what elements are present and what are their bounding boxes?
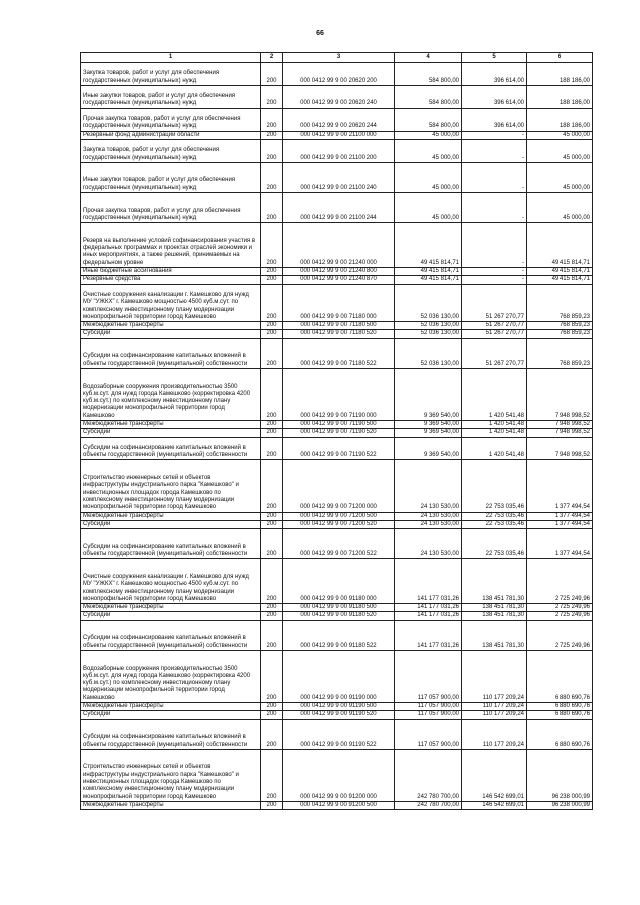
executed-amount-cell: 110 177 209,24: [462, 711, 527, 719]
unexecuted-amount-cell: 96 238 000,99: [527, 749, 593, 801]
table-row: [81, 421, 593, 429]
row-kbk-cell: 000 0412 99 9 00 91190 522: [283, 719, 395, 749]
table-row: [81, 529, 593, 559]
executed-amount-cell: 22 753 035,46: [462, 520, 527, 528]
row-name-cell: Очистные сооружения канализации г. Камешково для нужд МУ "УЖКХ" г. Камешково мощностью 4500 куб.м.сут. по комплексному инвестиционному плану модернизации монопрофильной территории город Камешково: [81, 284, 261, 322]
approved-amount-cell: 117 057 900,00: [395, 711, 462, 719]
budget-execution-table: [80, 52, 593, 810]
row-kbk-cell: 000 0412 99 9 00 21240 800: [283, 268, 395, 276]
unexecuted-amount-cell: 6 880 690,76: [527, 703, 593, 711]
approved-amount-cell: 52 036 130,00: [395, 338, 462, 368]
unexecuted-amount-cell: 49 415 814,71: [527, 268, 593, 276]
executed-amount-cell: 1 420 541,48: [462, 421, 527, 429]
row-kbk-cell: 000 0412 99 9 00 71180 522: [283, 338, 395, 368]
executed-amount-cell: 110 177 209,24: [462, 650, 527, 702]
row-name-cell: Субсидии на софинансирование капитальных вложений в объекты государственной (муниципальной) собственности: [81, 620, 261, 650]
table-row: [81, 276, 593, 284]
row-name-cell: Субсидии на софинансирование капитальных вложений в объекты государственной (муниципальной) собственности: [81, 719, 261, 749]
executed-amount-cell: -: [462, 276, 527, 284]
table-row: [81, 284, 593, 322]
row-code-cell: 200: [261, 223, 283, 268]
row-code-cell: 200: [261, 520, 283, 528]
row-code-cell: 200: [261, 429, 283, 437]
row-code-cell: 200: [261, 139, 283, 162]
approved-amount-cell: 49 415 814,71: [395, 268, 462, 276]
row-kbk-cell: 000 0412 99 9 00 20620 200: [283, 63, 395, 86]
row-kbk-cell: 000 0412 99 9 00 71190 000: [283, 368, 395, 420]
column-header: 2: [261, 53, 283, 63]
row-name-cell: Иные закупки товаров, работ и услуг для обеспечения государственных (муниципальных) нужд: [81, 162, 261, 192]
approved-amount-cell: 24 130 530,00: [395, 520, 462, 528]
unexecuted-amount-cell: 1 377 494,54: [527, 529, 593, 559]
row-name-cell: Межбюджетные трансферты: [81, 421, 261, 429]
table-header-row: [81, 53, 593, 63]
row-kbk-cell: 000 0412 99 9 00 71200 522: [283, 529, 395, 559]
unexecuted-amount-cell: 7 948 998,52: [527, 429, 593, 437]
approved-amount-cell: 242 780 700,00: [395, 801, 462, 809]
unexecuted-amount-cell: 2 725 249,96: [527, 620, 593, 650]
unexecuted-amount-cell: 1 377 494,54: [527, 520, 593, 528]
approved-amount-cell: 52 036 130,00: [395, 322, 462, 330]
approved-amount-cell: 141 177 031,26: [395, 604, 462, 612]
row-name-cell: Закупка товаров, работ и услуг для обеспечения государственных (муниципальных) нужд: [81, 139, 261, 162]
row-kbk-cell: 000 0412 99 9 00 71180 520: [283, 330, 395, 338]
row-kbk-cell: 000 0412 99 9 00 21100 200: [283, 139, 395, 162]
row-kbk-cell: 000 0412 99 9 00 20620 240: [283, 85, 395, 108]
executed-amount-cell: 138 451 781,30: [462, 620, 527, 650]
approved-amount-cell: 141 177 031,26: [395, 620, 462, 650]
table-row: [81, 437, 593, 460]
row-kbk-cell: 000 0412 99 9 00 21100 000: [283, 131, 395, 139]
table-row: [81, 330, 593, 338]
table-row: [81, 620, 593, 650]
row-kbk-cell: 000 0412 99 9 00 21240 870: [283, 276, 395, 284]
executed-amount-cell: 146 542 699,01: [462, 801, 527, 809]
row-code-cell: 200: [261, 437, 283, 460]
approved-amount-cell: 242 780 700,00: [395, 749, 462, 801]
row-code-cell: 200: [261, 620, 283, 650]
approved-amount-cell: 24 130 530,00: [395, 529, 462, 559]
approved-amount-cell: 24 130 530,00: [395, 460, 462, 512]
row-kbk-cell: 000 0412 99 9 00 91190 520: [283, 711, 395, 719]
unexecuted-amount-cell: 6 880 690,76: [527, 650, 593, 702]
executed-amount-cell: 51 267 270,77: [462, 330, 527, 338]
row-kbk-cell: 000 0412 99 9 00 71180 000: [283, 284, 395, 322]
table-row: [81, 520, 593, 528]
table-row: [81, 512, 593, 520]
row-code-cell: 200: [261, 421, 283, 429]
unexecuted-amount-cell: 45 000,00: [527, 162, 593, 192]
row-name-cell: Субсидии: [81, 429, 261, 437]
table-row: [81, 193, 593, 223]
approved-amount-cell: 45 000,00: [395, 131, 462, 139]
approved-amount-cell: 584 800,00: [395, 63, 462, 86]
row-name-cell: Субсидии: [81, 612, 261, 620]
approved-amount-cell: 9 369 540,00: [395, 421, 462, 429]
table-row: [81, 719, 593, 749]
approved-amount-cell: 141 177 031,26: [395, 612, 462, 620]
unexecuted-amount-cell: 188 186,00: [527, 85, 593, 108]
column-header: 5: [462, 53, 527, 63]
approved-amount-cell: 45 000,00: [395, 139, 462, 162]
row-code-cell: 200: [261, 604, 283, 612]
column-header: 3: [283, 53, 395, 63]
table-row: [81, 801, 593, 809]
executed-amount-cell: -: [462, 162, 527, 192]
column-header: 1: [81, 53, 261, 63]
row-name-cell: Субсидии на софинансирование капитальных вложений в объекты государственной (муниципальной) собственности: [81, 529, 261, 559]
row-kbk-cell: 000 0412 99 9 00 71190 522: [283, 437, 395, 460]
executed-amount-cell: 146 542 699,01: [462, 749, 527, 801]
unexecuted-amount-cell: 49 415 814,71: [527, 276, 593, 284]
executed-amount-cell: 22 753 035,46: [462, 529, 527, 559]
row-code-cell: 200: [261, 512, 283, 520]
unexecuted-amount-cell: 45 000,00: [527, 193, 593, 223]
row-name-cell: Субсидии: [81, 520, 261, 528]
approved-amount-cell: 9 369 540,00: [395, 429, 462, 437]
row-code-cell: 200: [261, 330, 283, 338]
table-row: [81, 368, 593, 420]
unexecuted-amount-cell: 6 880 690,76: [527, 719, 593, 749]
unexecuted-amount-cell: 188 186,00: [527, 108, 593, 131]
table-row: [81, 63, 593, 86]
row-kbk-cell: 000 0412 99 9 00 91190 000: [283, 650, 395, 702]
executed-amount-cell: 138 451 781,30: [462, 559, 527, 604]
row-name-cell: Иные закупки товаров, работ и услуг для обеспечения государственных (муниципальных) нужд: [81, 85, 261, 108]
executed-amount-cell: 22 753 035,46: [462, 512, 527, 520]
row-code-cell: 200: [261, 322, 283, 330]
table-row: [81, 711, 593, 719]
unexecuted-amount-cell: 7 948 998,52: [527, 368, 593, 420]
executed-amount-cell: 138 451 781,30: [462, 604, 527, 612]
row-name-cell: Резервный фонд администрации области: [81, 131, 261, 139]
row-code-cell: 200: [261, 703, 283, 711]
row-code-cell: 200: [261, 460, 283, 512]
executed-amount-cell: 1 420 541,48: [462, 429, 527, 437]
row-kbk-cell: 000 0412 99 9 00 91180 522: [283, 620, 395, 650]
unexecuted-amount-cell: 45 000,00: [527, 139, 593, 162]
table-row: [81, 559, 593, 604]
row-name-cell: Прочая закупка товаров, работ и услуг для обеспечения государственных (муниципальных) нужд: [81, 108, 261, 131]
row-kbk-cell: 000 0412 99 9 00 71200 500: [283, 512, 395, 520]
row-name-cell: Межбюджетные трансферты: [81, 322, 261, 330]
unexecuted-amount-cell: 188 186,00: [527, 63, 593, 86]
row-name-cell: Строительство инженерных сетей и объектов инфраструктуры индустриального парка "Камешково" и инвестиционных площадок города Камешково по комплексному инвестиционному плану модернизации монопрофильной территории город Камешково: [81, 749, 261, 801]
executed-amount-cell: 22 753 035,46: [462, 460, 527, 512]
row-kbk-cell: 000 0412 99 9 00 91180 520: [283, 612, 395, 620]
approved-amount-cell: 117 057 900,00: [395, 719, 462, 749]
row-name-cell: Резерв на выполнение условий софинансирования участия в федеральных программах и проектах отраслей экономики и иных мероприятиях, а также решений, принимаемых на федеральном уровне: [81, 223, 261, 268]
row-kbk-cell: 000 0412 99 9 00 21100 244: [283, 193, 395, 223]
approved-amount-cell: 141 177 031,26: [395, 559, 462, 604]
table-row: [81, 139, 593, 162]
approved-amount-cell: 24 130 530,00: [395, 512, 462, 520]
row-code-cell: 200: [261, 801, 283, 809]
table-row: [81, 131, 593, 139]
row-name-cell: Прочая закупка товаров, работ и услуг для обеспечения государственных (муниципальных) нужд: [81, 193, 261, 223]
executed-amount-cell: 51 267 270,77: [462, 338, 527, 368]
row-code-cell: 200: [261, 559, 283, 604]
row-kbk-cell: 000 0412 99 9 00 91180 500: [283, 604, 395, 612]
page-number: 66: [316, 30, 324, 37]
table-row: [81, 108, 593, 131]
row-kbk-cell: 000 0412 99 9 00 91200 000: [283, 749, 395, 801]
approved-amount-cell: 9 369 540,00: [395, 368, 462, 420]
row-kbk-cell: 000 0412 99 9 00 71200 520: [283, 520, 395, 528]
table-row: [81, 650, 593, 702]
row-kbk-cell: 000 0412 99 9 00 20620 244: [283, 108, 395, 131]
approved-amount-cell: 45 000,00: [395, 162, 462, 192]
row-name-cell: Водозаборные сооружения производительностью 3500 куб.м.сут. для нужд города Камешково (корректировка 4200 куб.м.сут.) по комплексному инвестиционному плану модернизации монопрофильной территории город Камешково: [81, 368, 261, 420]
row-kbk-cell: 000 0412 99 9 00 91200 500: [283, 801, 395, 809]
table-row: [81, 162, 593, 192]
unexecuted-amount-cell: 7 948 998,52: [527, 421, 593, 429]
unexecuted-amount-cell: 96 238 000,99: [527, 801, 593, 809]
unexecuted-amount-cell: 1 377 494,54: [527, 460, 593, 512]
unexecuted-amount-cell: 768 859,23: [527, 330, 593, 338]
row-kbk-cell: 000 0412 99 9 00 21100 240: [283, 162, 395, 192]
unexecuted-amount-cell: 2 725 249,96: [527, 612, 593, 620]
table-row: [81, 703, 593, 711]
row-code-cell: 200: [261, 162, 283, 192]
row-code-cell: 200: [261, 612, 283, 620]
row-name-cell: Водозаборные сооружения производительностью 3500 куб.м.сут. для нужд города Камешково (корректировка 4200 куб.м.сут.) по комплексному инвестиционному плану модернизации монопрофильной территории город Камешково: [81, 650, 261, 702]
row-code-cell: 200: [261, 193, 283, 223]
unexecuted-amount-cell: 768 859,23: [527, 338, 593, 368]
approved-amount-cell: 584 800,00: [395, 85, 462, 108]
column-header: 4: [395, 53, 462, 63]
row-name-cell: Межбюджетные трансферты: [81, 801, 261, 809]
row-kbk-cell: 000 0412 99 9 00 91190 500: [283, 703, 395, 711]
approved-amount-cell: 49 415 814,71: [395, 223, 462, 268]
executed-amount-cell: 110 177 209,24: [462, 703, 527, 711]
row-code-cell: 200: [261, 749, 283, 801]
approved-amount-cell: 52 036 130,00: [395, 330, 462, 338]
row-code-cell: 200: [261, 719, 283, 749]
row-kbk-cell: 000 0412 99 9 00 21240 000: [283, 223, 395, 268]
row-kbk-cell: 000 0412 99 9 00 71180 500: [283, 322, 395, 330]
row-code-cell: 200: [261, 338, 283, 368]
row-code-cell: 200: [261, 85, 283, 108]
executed-amount-cell: -: [462, 193, 527, 223]
unexecuted-amount-cell: 768 859,23: [527, 284, 593, 322]
row-code-cell: 200: [261, 268, 283, 276]
executed-amount-cell: 138 451 781,30: [462, 612, 527, 620]
row-kbk-cell: 000 0412 99 9 00 71190 500: [283, 421, 395, 429]
executed-amount-cell: 1 420 541,48: [462, 437, 527, 460]
row-kbk-cell: 000 0412 99 9 00 91180 000: [283, 559, 395, 604]
executed-amount-cell: 51 267 270,77: [462, 284, 527, 322]
row-name-cell: Иные бюджетные ассигнования: [81, 268, 261, 276]
row-code-cell: 200: [261, 108, 283, 131]
row-code-cell: 200: [261, 131, 283, 139]
executed-amount-cell: 51 267 270,77: [462, 322, 527, 330]
executed-amount-cell: 1 420 541,48: [462, 368, 527, 420]
row-name-cell: Субсидии: [81, 330, 261, 338]
unexecuted-amount-cell: 49 415 814,71: [527, 223, 593, 268]
column-header: 6: [527, 53, 593, 63]
table-row: [81, 460, 593, 512]
row-code-cell: 200: [261, 711, 283, 719]
unexecuted-amount-cell: 7 948 998,52: [527, 437, 593, 460]
row-name-cell: Субсидии: [81, 711, 261, 719]
approved-amount-cell: 117 057 900,00: [395, 650, 462, 702]
row-name-cell: Межбюджетные трансферты: [81, 703, 261, 711]
row-kbk-cell: 000 0412 99 9 00 71200 000: [283, 460, 395, 512]
row-name-cell: Закупка товаров, работ и услуг для обеспечения государственных (муниципальных) нужд: [81, 63, 261, 86]
row-name-cell: Резервные средства: [81, 276, 261, 284]
approved-amount-cell: 9 369 540,00: [395, 437, 462, 460]
approved-amount-cell: 52 036 130,00: [395, 284, 462, 322]
row-code-cell: 200: [261, 63, 283, 86]
table-row: [81, 268, 593, 276]
table-row: [81, 223, 593, 268]
row-code-cell: 200: [261, 284, 283, 322]
executed-amount-cell: 396 614,00: [462, 85, 527, 108]
executed-amount-cell: -: [462, 223, 527, 268]
table-row: [81, 612, 593, 620]
table-row: [81, 322, 593, 330]
unexecuted-amount-cell: 1 377 494,54: [527, 512, 593, 520]
approved-amount-cell: 45 000,00: [395, 193, 462, 223]
table-row: [81, 429, 593, 437]
unexecuted-amount-cell: 768 859,23: [527, 322, 593, 330]
table-row: [81, 85, 593, 108]
table-row: [81, 338, 593, 368]
row-name-cell: Межбюджетные трансферты: [81, 604, 261, 612]
unexecuted-amount-cell: 45 000,00: [527, 131, 593, 139]
executed-amount-cell: 110 177 209,24: [462, 719, 527, 749]
row-name-cell: Межбюджетные трансферты: [81, 512, 261, 520]
row-code-cell: 200: [261, 529, 283, 559]
row-code-cell: 200: [261, 276, 283, 284]
approved-amount-cell: 584 800,00: [395, 108, 462, 131]
row-name-cell: Субсидии на софинансирование капитальных вложений в объекты государственной (муниципальной) собственности: [81, 437, 261, 460]
table-row: [81, 749, 593, 801]
row-name-cell: Субсидии на софинансирование капитальных вложений в объекты государственной (муниципальной) собственности: [81, 338, 261, 368]
row-name-cell: Очистные сооружения канализации г. Камешково для нужд МУ "УЖКХ" г. Камешково мощностью 4500 куб.м.сут. по комплексному инвестиционному плану модернизации монопрофильной территории город Камешково: [81, 559, 261, 604]
row-code-cell: 200: [261, 650, 283, 702]
unexecuted-amount-cell: 2 725 249,96: [527, 604, 593, 612]
unexecuted-amount-cell: 2 725 249,96: [527, 559, 593, 604]
approved-amount-cell: 49 415 814,71: [395, 276, 462, 284]
executed-amount-cell: -: [462, 139, 527, 162]
row-code-cell: 200: [261, 368, 283, 420]
executed-amount-cell: -: [462, 131, 527, 139]
table-row: [81, 604, 593, 612]
unexecuted-amount-cell: 6 880 690,76: [527, 711, 593, 719]
approved-amount-cell: 117 057 900,00: [395, 703, 462, 711]
executed-amount-cell: 396 614,00: [462, 63, 527, 86]
executed-amount-cell: 396 614,00: [462, 108, 527, 131]
executed-amount-cell: -: [462, 268, 527, 276]
row-name-cell: Строительство инженерных сетей и объектов инфраструктуры индустриального парка "Камешково" и инвестиционных площадок города Камешково по комплексному инвестиционному плану модернизации монопрофильной территории город Камешково: [81, 460, 261, 512]
row-kbk-cell: 000 0412 99 9 00 71190 520: [283, 429, 395, 437]
